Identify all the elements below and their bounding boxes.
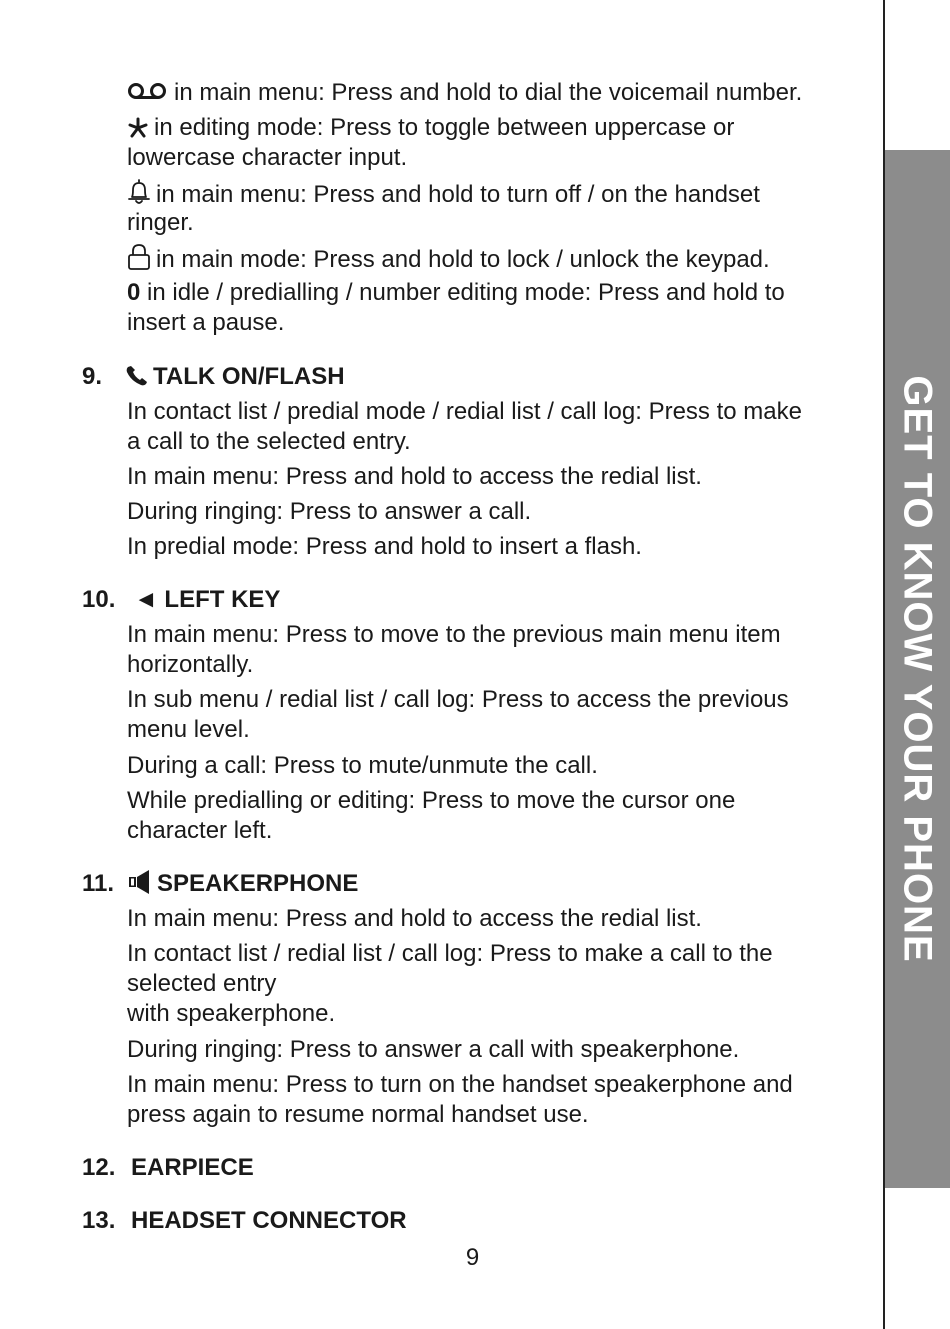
item-9-line-5: In predial mode: Press and hold to insert a flash. <box>127 533 642 560</box>
item-9-heading <box>82 362 345 392</box>
item-10-title: ◄ LEFT KEY <box>134 586 281 613</box>
zero-text-2: insert a pause. <box>127 309 285 336</box>
item-9-number: 9. <box>82 363 103 390</box>
item-11-line-7: press again to resume normal handset use. <box>127 1101 589 1128</box>
item-9-title: TALK ON/FLASH <box>153 363 345 390</box>
ringer-text-2: ringer. <box>127 209 194 236</box>
item-11-line-1: In main menu: Press and hold to access the redial list. <box>127 905 702 932</box>
item-9-line-2: a call to the selected entry. <box>127 428 411 455</box>
item-11-title: SPEAKERPHONE <box>157 870 359 897</box>
lock-icon <box>127 243 151 271</box>
item-10-line-7: character left. <box>127 817 273 844</box>
item-11-line-6: In main menu: Press to turn on the handset speakerphone and <box>127 1071 793 1098</box>
star-text-2: lowercase character input. <box>127 144 408 171</box>
item-9-line-1: In contact list / predial mode / redial list / call log: Press to make <box>127 398 802 425</box>
bell-icon <box>127 178 151 206</box>
side-tab-label: GET TO KNOW YOUR PHONE <box>895 375 940 963</box>
voicemail-text: in main menu: Press and hold to dial the voicemail number. <box>174 79 803 106</box>
zero-note <box>127 278 785 308</box>
voicemail-icon <box>127 82 169 104</box>
item-12-heading <box>82 1153 254 1183</box>
item-10-line-5: During a call: Press to mute/unmute the call. <box>127 752 598 779</box>
voicemail-note <box>127 78 802 108</box>
item-11-heading <box>82 869 359 899</box>
item-12-number: 12. <box>82 1154 116 1181</box>
item-9-line-3: In main menu: Press and hold to access the redial list. <box>127 463 702 490</box>
item-13-number: 13. <box>82 1207 116 1234</box>
star-note <box>127 113 734 143</box>
page-number: 9 <box>465 1244 480 1271</box>
item-11-line-5: During ringing: Press to answer a call with speakerphone. <box>127 1036 740 1063</box>
item-10-line-1: In main menu: Press to move to the previous main menu item <box>127 621 781 648</box>
item-10-line-2: horizontally. <box>127 651 254 678</box>
item-13-heading <box>82 1206 407 1236</box>
item-12-title: EARPIECE <box>131 1154 254 1181</box>
item-11-line-2: In contact list / redial list / call log: Press to make a call to the <box>127 940 773 967</box>
lock-note <box>127 243 770 275</box>
star-text-1: in editing mode: Press to toggle between uppercase or <box>154 114 735 141</box>
item-10-number: 10. <box>82 586 116 613</box>
zero-text-1: in idle / predialling / number editing mode: Press and hold to <box>147 279 785 306</box>
item-10-line-4: menu level. <box>127 716 250 743</box>
ringer-note <box>127 178 760 210</box>
item-13-title: HEADSET CONNECTOR <box>131 1207 407 1234</box>
item-11-line-3: selected entry <box>127 970 277 997</box>
item-10-heading <box>82 585 281 615</box>
ringer-text-1: in main menu: Press and hold to turn off / on the handset <box>156 181 760 208</box>
speaker-icon <box>128 869 152 895</box>
phone-icon <box>124 364 150 388</box>
item-10-line-6: While predialling or editing: Press to move the cursor one <box>127 787 736 814</box>
item-11-number: 11. <box>82 870 115 897</box>
zero-key-label: 0 <box>127 279 141 306</box>
item-10-line-3: In sub menu / redial list / call log: Press to access the previous <box>127 686 789 713</box>
star-icon <box>127 117 149 139</box>
item-9-line-4: During ringing: Press to answer a call. <box>127 498 532 525</box>
item-11-line-4: with speakerphone. <box>127 1000 336 1027</box>
lock-text: in main mode: Press and hold to lock / unlock the keypad. <box>156 246 770 273</box>
